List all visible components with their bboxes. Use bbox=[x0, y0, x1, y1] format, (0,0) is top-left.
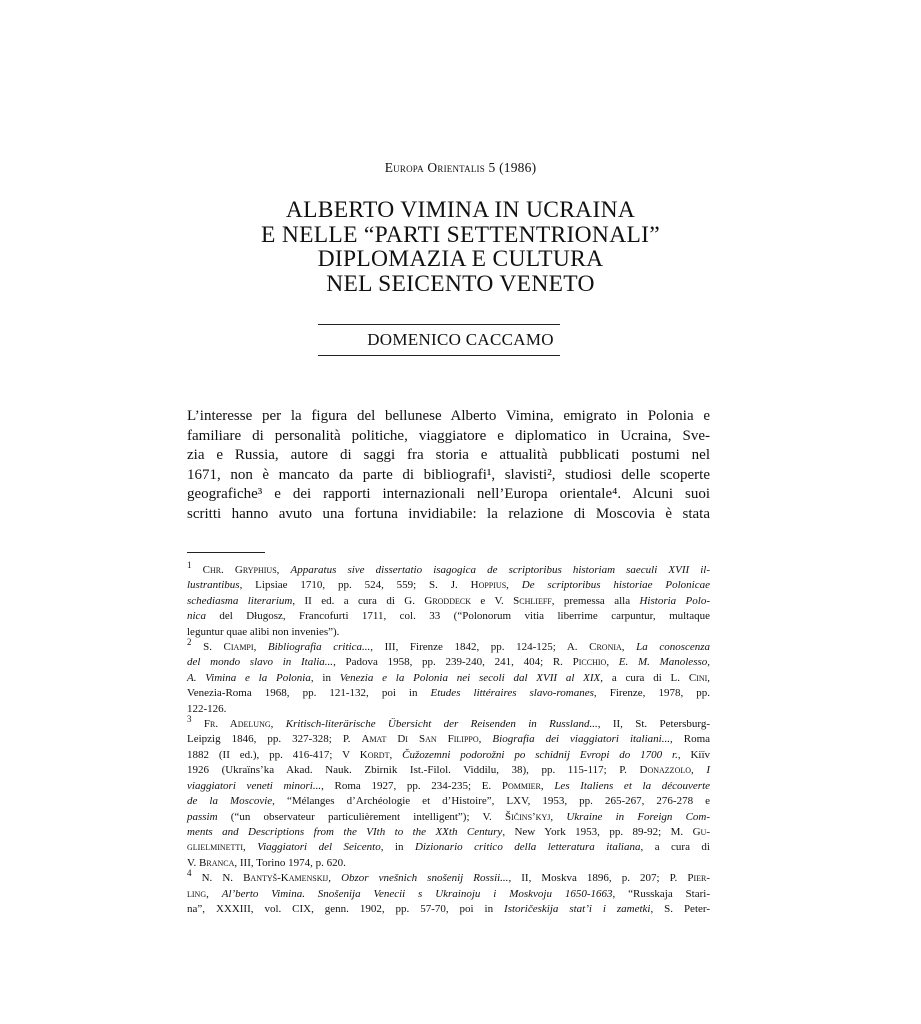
body-line: 1671, non è mancato da parte di bibliografi¹, slavisti², studiosi delle scoperte bbox=[187, 466, 710, 483]
title-line: DIPLOMAZIA E CULTURA bbox=[317, 246, 604, 272]
footnote-3-cont: ments and Descriptions from the VIth to the XXth Century, New York 1953, pp. 89-92; M. Gu- bbox=[187, 825, 710, 838]
author-rule-top bbox=[318, 324, 560, 325]
body-line: scritti hanno avuto una fortuna invidiabile: la relazione di Moscovia è stata bbox=[187, 505, 710, 522]
journal-header bbox=[0, 160, 921, 176]
footnote-3-cont: Leipzig 1846, pp. 327-328; P. Amat Di San Filippo, Biografia dei viaggiatori italiani..., Roma bbox=[187, 733, 711, 746]
footnote-number: 4 bbox=[187, 868, 192, 879]
journal-issue: 5 (1986) bbox=[488, 160, 537, 175]
footnotes bbox=[187, 560, 711, 917]
footnote-3-cont: V. Branca, III, Torino 1974, p. 620. bbox=[187, 856, 346, 869]
footnote-1-cont: leguntur quae alibi non invenies”). bbox=[187, 625, 340, 638]
body-line: zia e Russia, autore di saggi fra storia e attualità pubblicati postumi nel bbox=[187, 447, 710, 464]
footnote-3: $^3$ Fr. Adelung, Kritisch-literärische Übersicht der Reisenden in Russland..., II, St. Petersburg- bbox=[187, 714, 711, 731]
footnote-3-cont: viaggiatori veneti minori..., Roma 1927, pp. 234-235; E. Pommier, Les Italiens et la découverte bbox=[187, 779, 711, 792]
journal-name: Europa Orientalis bbox=[384, 160, 485, 175]
body-line: familiare di personalità politiche, viaggiatore e diplomatico in Ucraina, Sve- bbox=[187, 427, 710, 444]
footnote-separator bbox=[187, 552, 265, 553]
footnote-3-cont: de la Moscovie, “Mélanges d’Archéologie et d’Histoire”, LXV, 1953, pp. 265-267, 276-278 e bbox=[187, 795, 710, 808]
body-line: L’interesse per la figura del bellunese Alberto Vimina, emigrato in Polonia e bbox=[187, 408, 710, 424]
footnote-number: 1 bbox=[187, 560, 192, 570]
body-line: geografiche³ e dei rapporti internazionali nell’Europa orientale⁴. Alcuni suoi bbox=[187, 486, 710, 503]
footnote-2: $^2$ S. Ciampi, Bibliografia critica..., III, Firenze 1842, pp. 124-125; A. Cronia, La conoscenza bbox=[187, 637, 711, 654]
article-title bbox=[0, 198, 921, 296]
footnote-1-cont: lustrantibus, Lipsiae 1710, pp. 524, 559; S. J. Hoppius, De scriptoribus historiae Polonicae bbox=[187, 579, 710, 592]
footnote-2-cont: 122-126. bbox=[187, 702, 227, 715]
footnote-2-cont: Venezia-Roma 1968, pp. 121-132, poi in Etudes littéraires slavo-romanes, Firenze, 1978, pp. bbox=[187, 687, 711, 700]
footnote-3-cont: glielminetti, Viaggiatori del Seicento, in Dizionario critico della letteratura italiana, a cura di bbox=[187, 841, 710, 854]
body-text bbox=[187, 407, 710, 525]
title-line: ALBERTO VIMINA IN UCRAINA bbox=[285, 197, 636, 223]
footnote-2-cont: del mondo slavo in Italia..., Padova 1958, pp. 239-240, 241, 404; R. Picchio, E. M. Manolesso, bbox=[187, 656, 711, 669]
title-line: NEL SEICENTO VENETO bbox=[326, 270, 595, 297]
footnote-3-cont: 1926 (Ukraïns’ka Akad. Nauk. Zbirnik Ist.-Filol. Viddilu, 38), pp. 115-117; P. Donazzolo, I bbox=[187, 764, 711, 777]
footnote-4-cont: na”, XXXIII, vol. CIX, genn. 1902, pp. 57-70, poi in Istoričeskija stat’i i zametki, S. Peter- bbox=[187, 902, 710, 915]
footnote-1: $^1$ Chr. Gryphius, Apparatus sive dissertatio isagogica de scriptoribus historiam saeculi XVII il- bbox=[187, 560, 711, 576]
title-line: E NELLE “PARTI SETTENTRIONALI” bbox=[261, 221, 660, 248]
footnote-4: $^4$ N. N. Bantyš-Kamenskij, Obzor vnešnich snošenij Rossii..., II, Moskva 1896, p. 207; P. Pier- bbox=[187, 868, 710, 885]
footnote-4-cont: ling, Al’berto Vimina. Snošenija Venecii s Ukrainoju i Moskvoju 1650-1663, “Russkaja Stari- bbox=[187, 887, 710, 900]
footnote-1-cont: schediasma literarium, II ed. a cura di G. Groddeck e V. Schlieff, premessa alla Historia Polo- bbox=[187, 594, 710, 607]
author-rule-bottom bbox=[318, 355, 560, 356]
footnote-1-cont: nica del Długosz, Francofurti 1711, col. 33 (“Polonorum vitia liberrime carpuntur, multaque bbox=[187, 610, 710, 623]
author-name: DOMENICO CACCAMO bbox=[367, 330, 554, 349]
footnote-number: 2 bbox=[187, 637, 192, 648]
footnote-3-cont: 1882 (II ed.), pp. 416-417; V Kordt, Čužozemni podorožni po schidnij Evropi do 1700 r., Kiïv bbox=[187, 748, 710, 761]
footnote-number: 3 bbox=[187, 714, 192, 725]
footnote-2-cont: A. Vimina e la Polonia, in Venezia e la Polonia nei secoli dal XVII al XIX, a cura di L. Cini, bbox=[187, 671, 711, 684]
footnote-3-cont: passim (“un observateur particulièrement intelligent”); V. Šičins’kyj, Ukraine in Foreign Com- bbox=[187, 810, 711, 823]
